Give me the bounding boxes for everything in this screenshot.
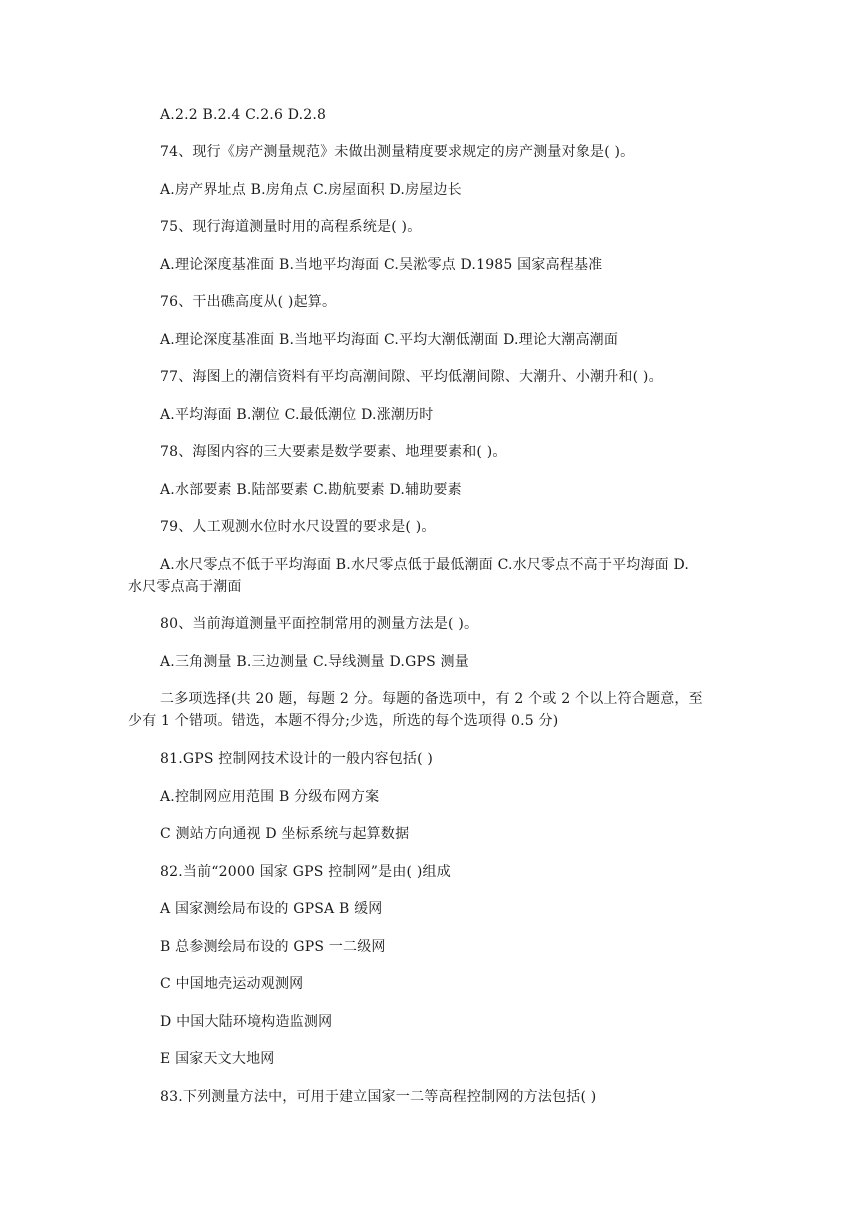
q82-option-e: E 国家天文大地网 (160, 1051, 275, 1067)
q82-option-d: D 中国大陆环境构造监测网 (160, 1014, 333, 1030)
q79-options-line1: A.水尺零点不低于平均海面 B.水尺零点低于最低潮面 C.水尺零点不高于平均海面 D. (160, 557, 690, 573)
q79-question: 79、人工观测水位时水尺设置的要求是( )。 (160, 519, 436, 535)
q74-question: 74、现行《房产测量规范》未做出测量精度要求规定的房产测量对象是( )。 (160, 144, 635, 160)
q77-options: A.平均海面 B.潮位 C.最低潮位 D.涨潮历时 (160, 407, 434, 423)
q74-options: A.房产界址点 B.房角点 C.房屋面积 D.房屋边长 (160, 182, 462, 198)
q80-options: A.三角测量 B.三边测量 C.导线测量 D.GPS 测量 (160, 654, 469, 670)
q82-question: 82.当前“2000 国家 GPS 控制网”是由( )组成 (160, 864, 451, 880)
q79-options (128, 554, 738, 598)
q77-question: 77、海图上的潮信资料有平均高潮间隙、平均低潮间隙、大潮升、小潮升和( )。 (160, 369, 663, 385)
q73-options: A.2.2 B.2.4 C.2.6 D.2.8 (160, 107, 327, 123)
q83-question: 83.下列测量方法中，可用于建立国家一二等高程控制网的方法包括( ) (160, 1089, 597, 1105)
q82-option-a: A 国家测绘局布设的 GPSA B 缓网 (160, 901, 383, 917)
q78-options: A.水部要素 B.陆部要素 C.勘航要素 D.辅助要素 (160, 482, 462, 498)
q76-options: A.理论深度基准面 B.当地平均海面 C.平均大潮低潮面 D.理论大潮高潮面 (160, 332, 619, 348)
q82-option-b: B 总参测绘局布设的 GPS 一二级网 (160, 939, 386, 955)
q81-options-ab: A.控制网应用范围 B 分级布网方案 (160, 789, 380, 805)
q76-question: 76、干出礁高度从( )起算。 (160, 294, 337, 310)
section-intro (128, 688, 738, 732)
section-intro-line1: 二多项选择(共 20 题，每题 2 分。每题的备选项中，有 2 个或 2 个以上符合题意，至 (160, 691, 703, 707)
q75-options: A.理论深度基准面 B.当地平均海面 C.吴淞零点 D.1985 国家高程基准 (160, 257, 603, 273)
q81-question: 81.GPS 控制网技术设计的一般内容包括( ) (160, 751, 434, 767)
q75-question: 75、现行海道测量时用的高程系统是( )。 (160, 219, 422, 235)
q82-option-c: C 中国地壳运动观测网 (160, 976, 304, 992)
q78-question: 78、海图内容的三大要素是数学要素、地理要素和( )。 (160, 444, 507, 460)
q79-options-line2: 水尺零点高于潮面 (128, 579, 242, 595)
q81-options-cd: C 测站方向通视 D 坐标系统与起算数据 (160, 826, 410, 842)
q80-question: 80、当前海道测量平面控制常用的测量方法是( )。 (160, 616, 479, 632)
section-intro-line2: 少有 1 个错项。错选，本题不得分;少选，所选的每个选项得 0.5 分) (128, 713, 559, 729)
